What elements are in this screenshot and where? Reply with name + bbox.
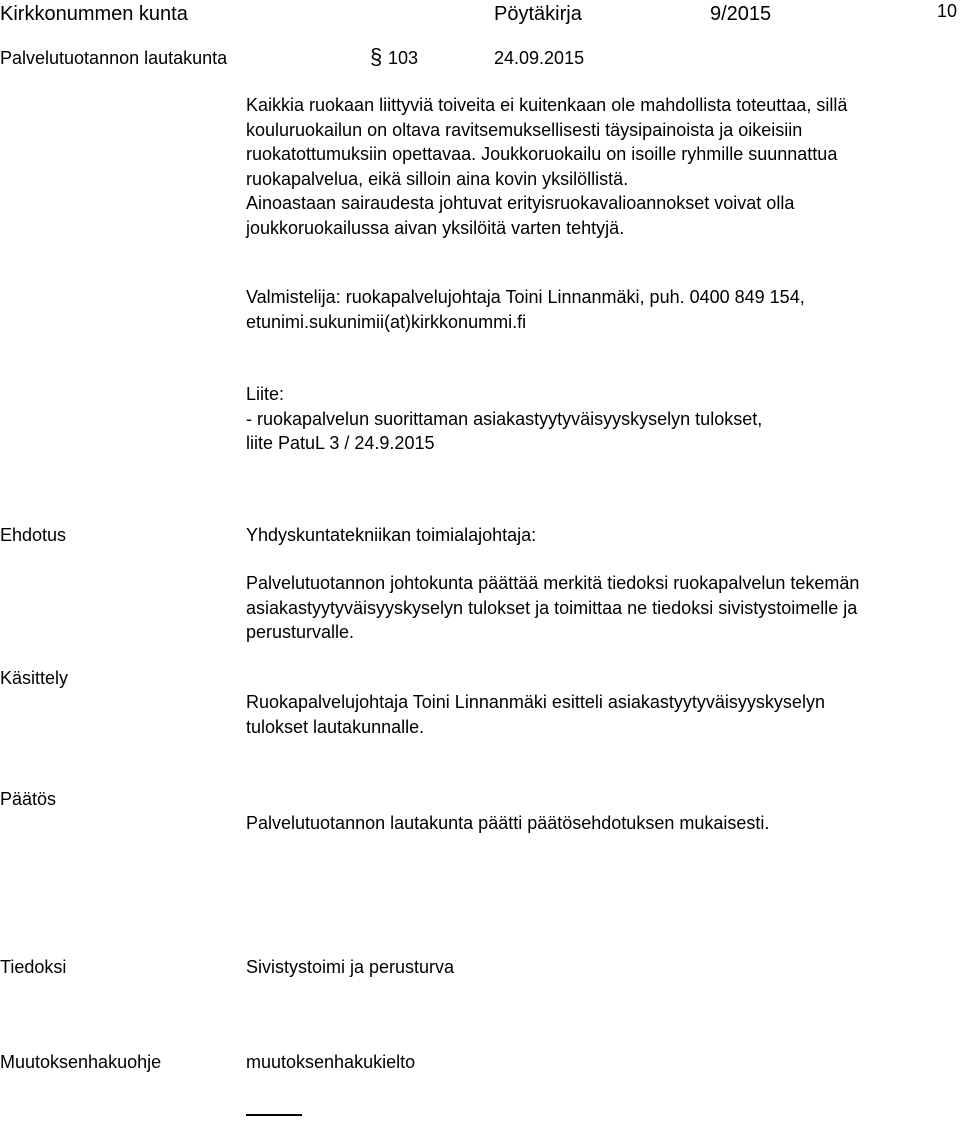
page-number: 10 — [937, 1, 958, 21]
text-line: etunimi.sukunimii(at)kirkkonummi.fi — [246, 311, 527, 332]
attachment-info — [246, 382, 946, 456]
paatos-label: Päätös — [0, 789, 57, 809]
text-line: Ruokapalvelujohtaja Toini Linnanmäki esitteli asiakastyytyväisyyskyselyn — [246, 692, 825, 712]
meeting-date: 24.09.2015 — [494, 48, 585, 68]
closing-rule — [246, 1114, 302, 1116]
svg-text:§: § — [370, 44, 383, 68]
committee-name: Palvelutuotannon lautakunta — [0, 48, 228, 68]
text-line: asiakastyytyväisyyskyselyn tulokset ja toimittaa ne tiedoksi sivistystoimelle ja — [246, 597, 858, 618]
text-line: Liite: — [246, 384, 285, 404]
ehdotus-heading: Yhdyskuntatekniikan toimialajohtaja: — [246, 525, 537, 545]
tiedoksi-label: Tiedoksi — [0, 957, 67, 977]
ehdotus-text — [246, 571, 946, 645]
section-sign-icon — [370, 44, 384, 68]
document-type: Pöytäkirja — [494, 3, 582, 25]
body-paragraph — [246, 93, 946, 240]
text-line: perusturvalle. — [246, 622, 355, 642]
text-line: Valmistelija: ruokapalvelujohtaja Toini Linnanmäki, puh. 0400 849 154, — [246, 287, 805, 307]
text-line: liite PatuL 3 / 24.9.2015 — [246, 433, 435, 453]
municipality-name: Kirkkonummen kunta — [0, 3, 188, 25]
paatos-text: Palvelutuotannon lautakunta päätti päätösehdotuksen mukaisesti. — [246, 813, 770, 833]
document-number: 9/2015 — [710, 3, 772, 25]
text-line: ruokatottumuksiin opettavaa. Joukkoruokailu on isoille ryhmille suunnattua — [246, 144, 838, 164]
muutoksenhakuohje-text: muutoksenhakukielto — [246, 1052, 416, 1072]
text-line: - ruokapalvelun suorittaman asiakastyytyväisyyskyselyn tulokset, — [246, 408, 763, 429]
text-line: tulokset lautakunnalle. — [246, 716, 425, 737]
text-line: Palvelutuotannon johtokunta päättää merkitä tiedoksi ruokapalvelun tekemän — [246, 573, 860, 593]
ehdotus-label: Ehdotus — [0, 525, 67, 545]
kasittely-label: Käsittely — [0, 668, 69, 688]
section-number: 103 — [388, 48, 419, 68]
text-line: Ainoastaan sairaudesta johtuvat erityisruokavalioannokset voivat olla — [246, 193, 795, 213]
text-line: kouluruokailun on oltava ravitsemuksellisesti täysipainoista ja oikeisiin — [246, 119, 803, 140]
text-line: ruokapalvelua, eikä silloin aina kovin yksilöllistä. — [246, 168, 629, 189]
text-line: Kaikkia ruokaan liittyviä toiveita ei kuitenkaan ole mahdollista toteuttaa, sillä — [246, 95, 848, 115]
muutoksenhakuohje-label: Muutoksenhakuohje — [0, 1052, 162, 1072]
kasittely-text — [246, 690, 946, 739]
text-line: joukkoruokailussa aivan yksilöitä varten tehtyjä. — [246, 217, 625, 238]
tiedoksi-text: Sivistystoimi ja perusturva — [246, 957, 455, 977]
preparer-info — [246, 285, 946, 334]
